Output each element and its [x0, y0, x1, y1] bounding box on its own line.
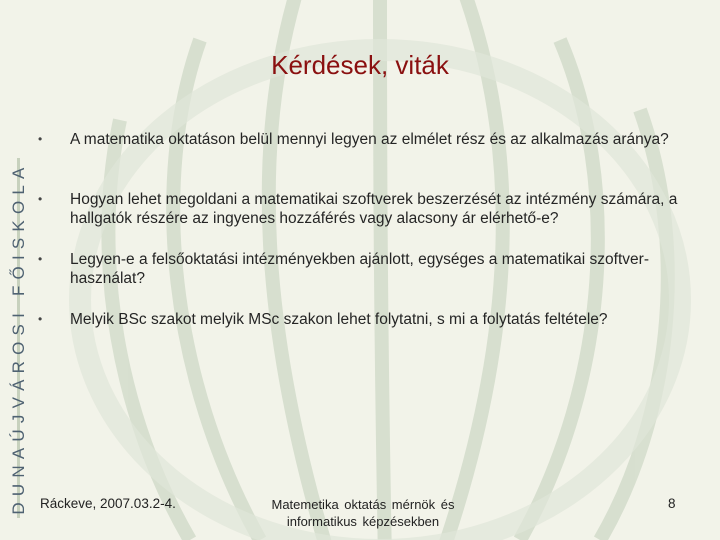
- page-number: 8: [668, 496, 676, 511]
- bullet-text: Melyik BSc szakot melyik MSc szakon lehet folytatni, s mi a folytatás feltétele?: [70, 311, 608, 328]
- institution-name: DUNAÚJVÁROSI FŐISKOLA: [9, 161, 28, 515]
- bullet-text: Hogyan lehet megoldani a matematikai szoftverek beszerzését az intézmény számára, a hallgatók részére az ingyenes hozzáférés vagy alacsony ár elérhető-e?: [70, 191, 678, 227]
- bullet-text: Legyen-e a felsőoktatási intézményekben ajánlott, egységes a matematikai szoftver-használat?: [70, 251, 649, 287]
- footer-presentation-title: Matemetika oktatás mérnök és informatikus képzésekben: [271, 497, 455, 529]
- slide-title: Kérdések, viták: [271, 50, 449, 80]
- bullet-marker: •: [38, 192, 43, 206]
- bullet-list: [38, 130, 688, 370]
- footer-date-location: Ráckeve, 2007.03.2-4.: [40, 496, 176, 511]
- list-item: [38, 130, 688, 168]
- bullet-marker: •: [38, 312, 43, 326]
- list-item: [38, 310, 688, 348]
- bullet-marker: •: [38, 252, 43, 266]
- list-item: [38, 190, 688, 228]
- bullet-marker: •: [38, 132, 43, 146]
- list-item: [38, 250, 688, 288]
- bullet-text: A matematika oktatáson belül mennyi legyen az elmélet rész és az alkalmazás aránya?: [70, 131, 669, 148]
